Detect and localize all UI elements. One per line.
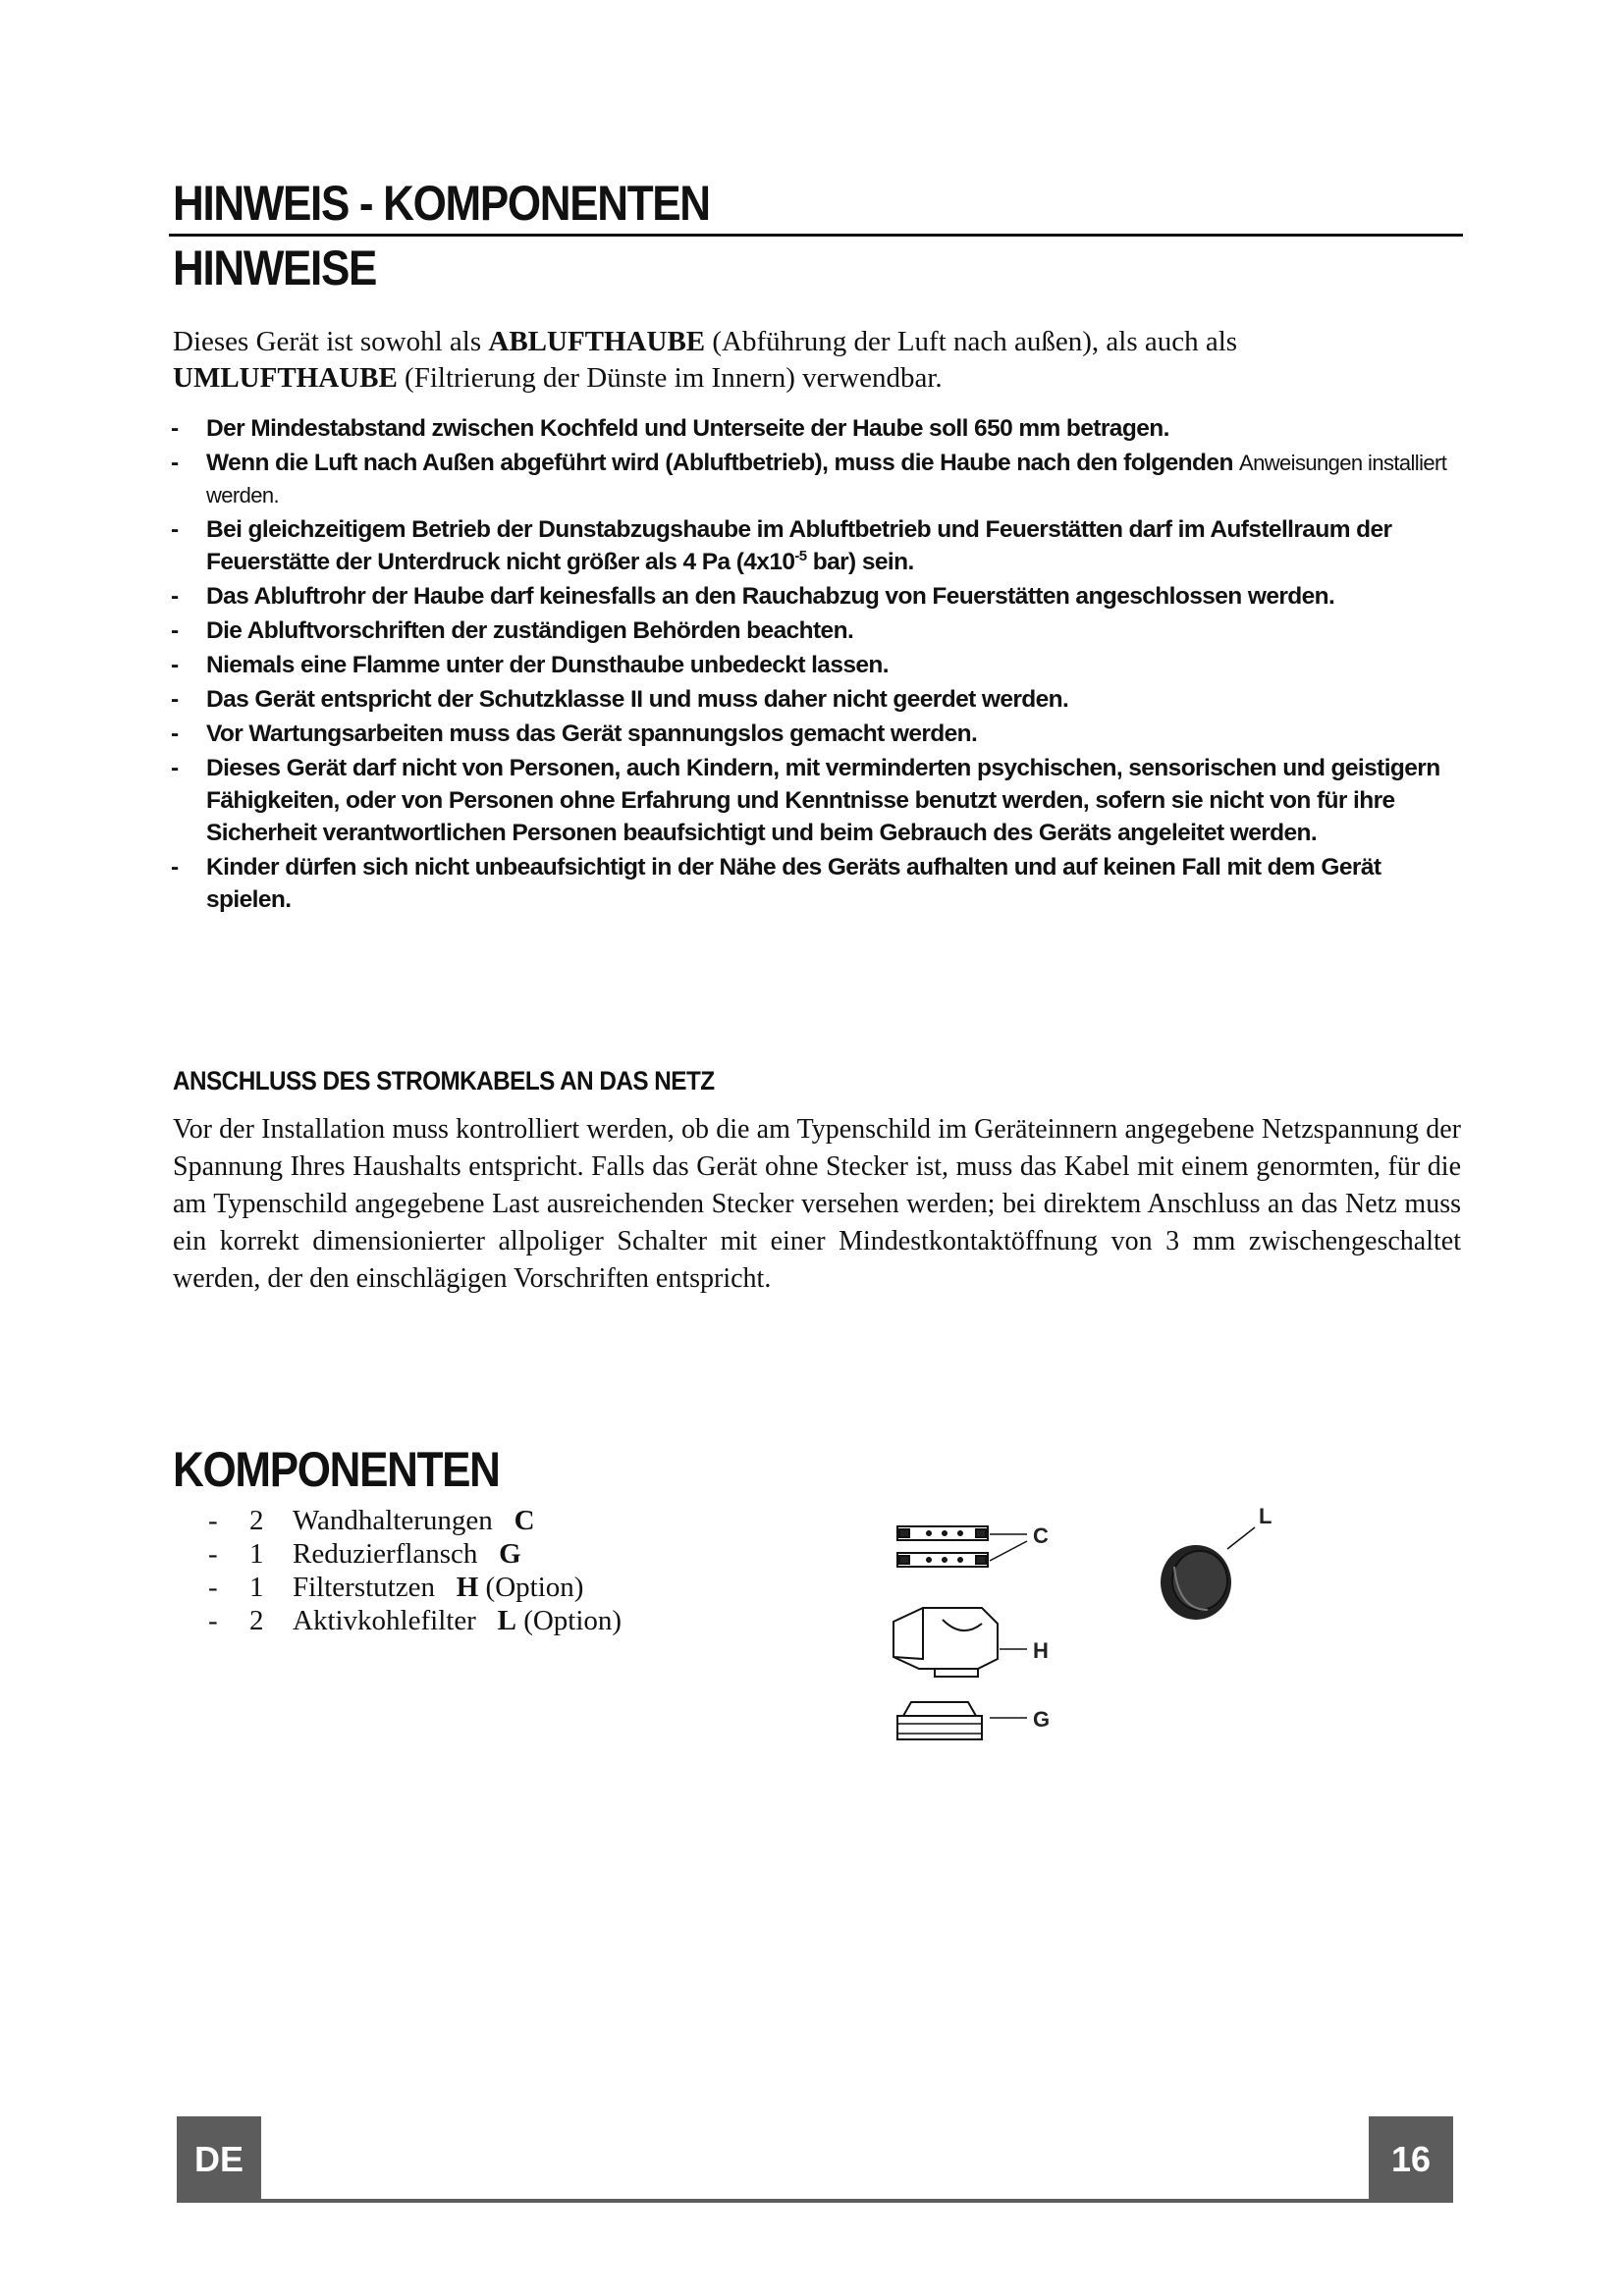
note-item: - Vor Wartungsarbeiten muss das Gerät spannungslos gemacht werden.: [171, 721, 978, 747]
wall-bracket-drawing: [897, 1526, 1027, 1567]
note-text-tail: bar) sein.: [806, 549, 914, 575]
component-option: (Option): [485, 1572, 584, 1603]
page-title: HINWEIS - KOMPONENTEN: [173, 176, 710, 231]
power-connection-heading: ANSCHLUSS DES STROMKABELS AN DAS NETZ: [173, 1066, 715, 1095]
note-text: Die Abluftvorschriften der zuständigen Behörden beachten.: [206, 617, 854, 644]
page-footer: [177, 2116, 1453, 2203]
component-name: Aktivkohlefilter: [293, 1605, 476, 1636]
component-letter: G: [499, 1538, 521, 1570]
filter-connector-drawing: [893, 1608, 1027, 1677]
component-item: - 2 Wandhalterungen C: [208, 1505, 535, 1536]
note-text: Bei gleichzeitigem Betrieb der Dunstabzugshaube im Abluftbetrieb und Feuerstätten darf im Aufstellraum der Feuerstätte der Unterdruck nicht größer als 4 Pa (4x10: [206, 516, 1392, 575]
komponenten-heading: KOMPONENTEN: [173, 1442, 500, 1497]
note-text: Dieses Gerät darf nicht von Personen, auch Kindern, mit verminderten psychischen, sensorischen und geistigern Fähigkeiten, oder von Personen ohne Erfahrung und Kenntnisse benutzt werden, sofern sie nicht von für ihre Sicherheit verantwortlichen Personen beaufsichtigt und beim Gebrauch des Geräts angeleitet werden.: [206, 755, 1440, 846]
component-item: - 2 Aktivkohlefilter L (Option): [208, 1605, 623, 1636]
intro-part2: (Abführung der Luft nach außen), als auch als: [705, 326, 1238, 357]
component-option: (Option): [523, 1605, 623, 1636]
component-letter: L: [497, 1605, 516, 1636]
components-list: [208, 1504, 622, 1637]
note-item: - Die Abluftvorschriften der zuständigen Behörden beachten.: [171, 617, 854, 644]
title-divider: [169, 234, 1463, 237]
component-qty: 1: [249, 1572, 264, 1603]
note-item: - Kinder dürfen sich nicht unbeaufsichtigt in der Nähe des Geräts aufhalten und auf keinen Fall mit dem Gerät spielen.: [171, 854, 1381, 913]
label-c: C: [1033, 1523, 1049, 1548]
component-qty: 2: [249, 1505, 264, 1536]
component-name: Reduzierflansch: [293, 1538, 478, 1570]
intro-term-umluft: UMLUFTHAUBE: [173, 362, 398, 394]
note-text-light: Anweisungen installiert werden.: [206, 451, 1447, 507]
reducer-flange-drawing: [897, 1702, 1027, 1739]
component-qty: 1: [249, 1538, 264, 1570]
page-number: 16: [1369, 2116, 1453, 2203]
footer-line: [261, 2199, 1369, 2203]
component-name: Filterstutzen: [293, 1572, 435, 1603]
component-letter: H: [456, 1572, 479, 1603]
note-text: Vor Wartungsarbeiten muss das Gerät spannungslos gemacht werden.: [206, 721, 978, 747]
note-item: - Wenn die Luft nach Außen abgeführt wird (Abluftbetrieb), muss die Haube nach den folgenden Anweisungen installiert werden.: [171, 450, 1447, 507]
note-text: Das Gerät entspricht der Schutzklasse II und muss daher nicht geerdet werden.: [206, 686, 1069, 713]
note-item: - Bei gleichzeitigem Betrieb der Dunstabzugshaube im Abluftbetrieb und Feuerstätten darf im Aufstellraum der Feuerstätte der Unterdruck nicht größer als 4 Pa ($4x10^{-5}$ bar) sein.: [171, 516, 1392, 575]
label-g: G: [1033, 1707, 1051, 1732]
note-item: - Der Mindestabstand zwischen Kochfeld und Unterseite der Haube soll 650 mm betragen.: [171, 415, 1169, 442]
note-item: - Das Gerät entspricht der Schutzklasse II und muss daher nicht geerdet werden.: [171, 686, 1069, 713]
intro-part1: Dieses Gerät ist sowohl als: [173, 326, 489, 357]
label-h: H: [1033, 1638, 1049, 1663]
component-qty: 2: [249, 1605, 264, 1636]
note-text: Das Abluftrohr der Haube darf keinesfalls an den Rauchabzug von Feuerstätten angeschlossen werden.: [206, 583, 1335, 610]
safety-notes-list: [171, 412, 1467, 918]
component-letter: C: [514, 1505, 535, 1536]
note-item: - Das Abluftrohr der Haube darf keinesfalls an den Rauchabzug von Feuerstätten angeschlossen werden.: [171, 583, 1335, 610]
intro-paragraph: [173, 324, 1459, 397]
label-l: L: [1259, 1504, 1272, 1528]
note-text: Der Mindestabstand zwischen Kochfeld und Unterseite der Haube soll 650 mm betragen.: [206, 415, 1169, 442]
note-text: Kinder dürfen sich nicht unbeaufsichtigt in der Nähe des Geräts aufhalten und auf keinen Fall mit dem Gerät spielen.: [206, 854, 1381, 913]
component-name: Wandhalterungen: [293, 1505, 493, 1536]
power-connection-text: Vor der Installation muss kontrolliert werden, ob die am Typenschild im Geräteinnern angegebene Netzspannung der Spannung Ihres Haushalts entspricht. Falls das Gerät ohne Stecker ist, muss das Kabel mit einem genormten, für die am Typenschild angegebene Last ausreichenden Stecker versehen werden; bei direktem Anschluss an das Netz muss ein korrekt dimensionierter allpoliger Schalter mit einer Mindestkontaktöffnung von 3 mm zwischengeschaltet werden, der den einschlägigen Vorschriften entspricht.: [173, 1114, 1461, 1294]
carbon-filter-drawing: [1161, 1527, 1255, 1620]
note-text: Wenn die Luft nach Außen abgeführt wird (Abluftbetrieb), muss die Haube nach den folgenden: [206, 450, 1240, 476]
note-item: - Dieses Gerät darf nicht von Personen, auch Kindern, mit verminderten psychischen, sensorischen und geistigern Fähigkeiten, oder von Personen ohne Erfahrung und Kenntnisse benutzt werden, sofern sie nicht von für ihre Sicherheit verantwortlichen Personen beaufsichtigt und beim Gebrauch des Geräts angeleitet werden.: [171, 755, 1440, 846]
note-superscript: -5: [794, 547, 807, 564]
hinweise-heading: HINWEISE: [173, 240, 377, 295]
language-badge: DE: [177, 2116, 261, 2203]
component-item: - 1 Reduzierflansch G: [208, 1538, 521, 1570]
components-illustration: [884, 1502, 1296, 1777]
note-item: - Niemals eine Flamme unter der Dunsthaube unbedeckt lassen.: [171, 652, 889, 678]
intro-term-abluft: ABLUFTHAUBE: [488, 326, 706, 357]
intro-part3: (Filtrierung der Dünste im Innern) verwendbar.: [397, 362, 943, 394]
component-item: - 1 Filterstutzen H (Option): [208, 1572, 584, 1603]
note-text: Niemals eine Flamme unter der Dunsthaube unbedeckt lassen.: [206, 652, 889, 678]
